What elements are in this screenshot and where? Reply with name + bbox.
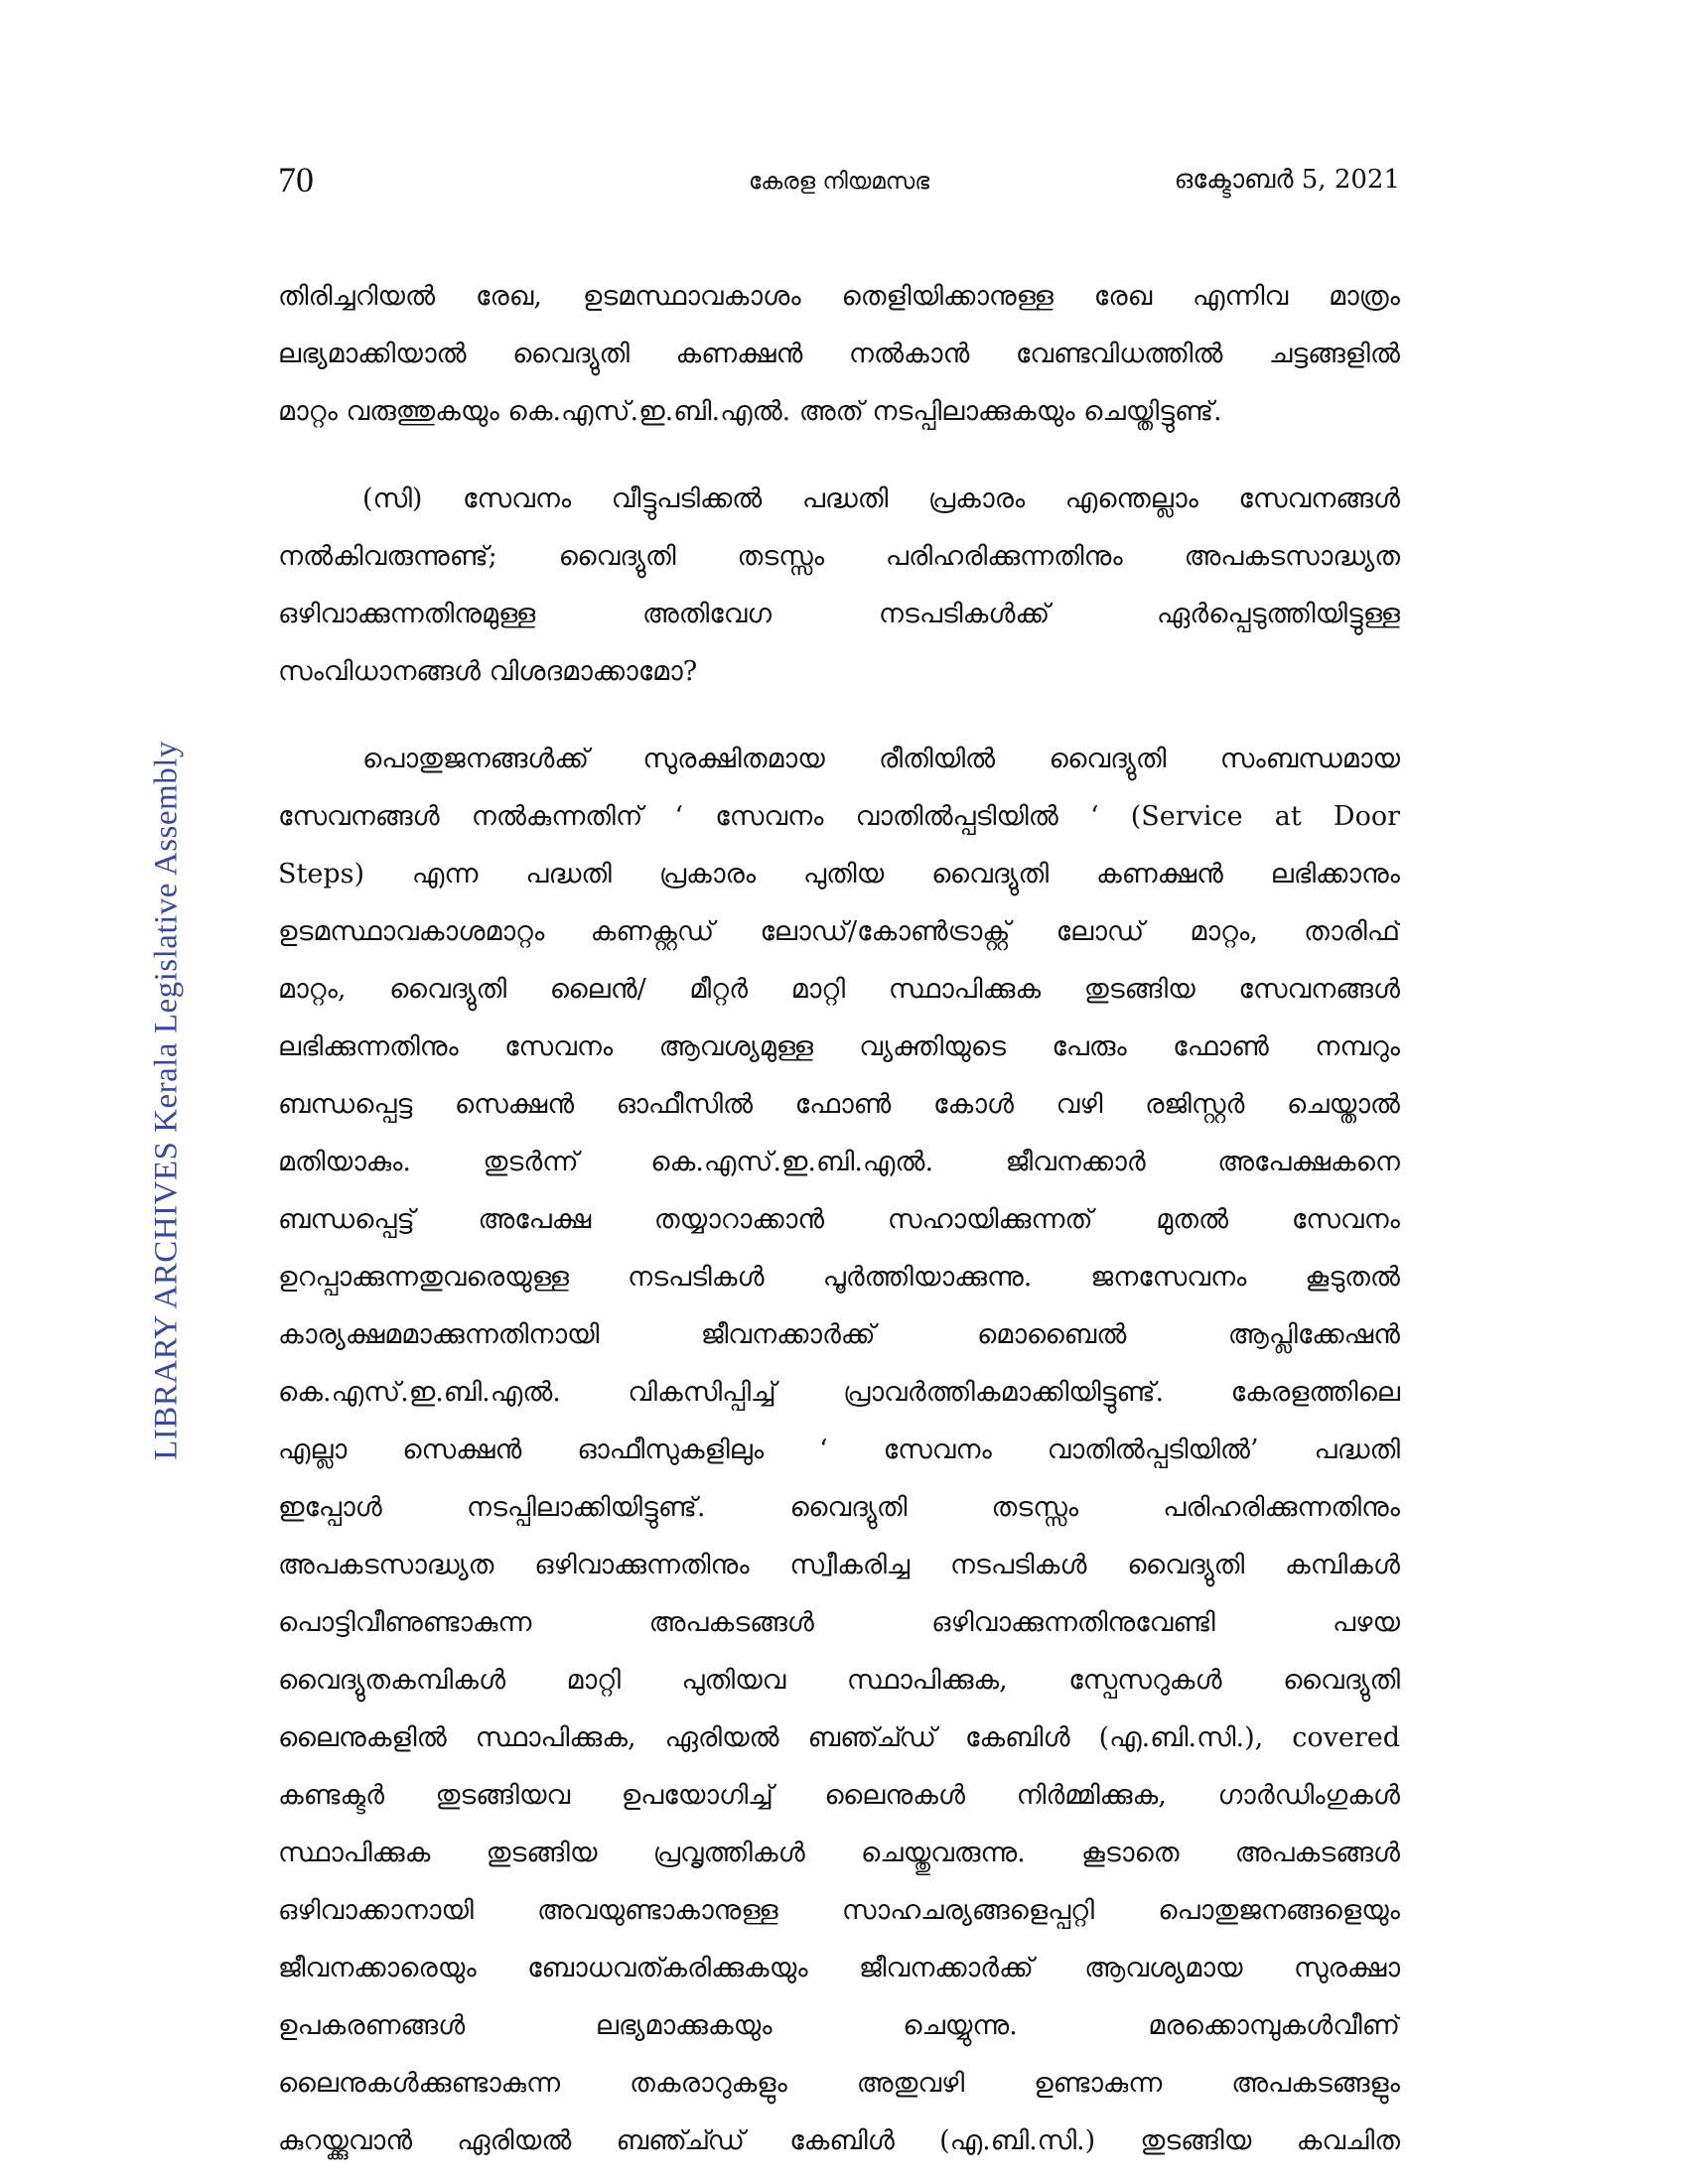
side-watermark: LIBRARY ARCHIVES Kerala Legislative Assembly [148,741,185,1460]
text-line: സ്ഥാപിക്കുക തുടങ്ങിയ പ്രവൃത്തികൾ ചെയ്തുവരുന്നു. കൂടാതെ അപകടങ്ങൾ [278,1838,1400,1868]
text-line: മതിയാകും. തുടർന്ന് കെ.എസ്.ഇ.ബി.എൽ. ജീവനക്കാർ അപേക്ഷകനെ [278,1147,1400,1177]
text-line: അപകടസാദ്ധ്യത ഒഴിവാക്കുന്നതിനും സ്വീകരിച്ച നടപടികൾ വൈദ്യുതി കമ്പികൾ [278,1550,1400,1580]
text-line: സേവനങ്ങൾ നൽകുന്നതിന് ‘ സേവനം വാതിൽപ്പടിയിൽ ‘ (Service at Door [278,801,1400,832]
page-header [278,159,1400,208]
header-date: ഒക്ടോബർ 5, 2021 [1174,165,1400,195]
text-line: നൽകിവരുന്നുണ്ട്; വൈദ്യുതി തടസ്സം പരിഹരിക്കുന്നതിനും അപകടസാദ്ധ്യത [278,541,1400,572]
paragraph [278,268,1400,441]
text-line: ലൈനുകൾക്കുണ്ടാകുന്ന തകരാറുകളും അതുവഴി ഉണ്ടാകുന്ന അപകടങ്ങളും [278,2068,1400,2099]
text-line: Steps) എന്ന പദ്ധതി പ്രകാരം പുതിയ വൈദ്യുതി കണക്ഷൻ ലഭിക്കാനും [278,859,1400,889]
text-line: പൊട്ടിവീണുണ്ടാകുന്ന അപകടങ്ങൾ ഒഴിവാക്കുന്നതിനുവേണ്ടി പഴയ [278,1607,1400,1638]
document-body [278,268,1400,2170]
text-line: (സി) സേവനം വീട്ടുപടിക്കൽ പദ്ധതി പ്രകാരം എന്തെല്ലാം സേവനങ്ങൾ [362,483,1400,514]
text-line: പൊതുജനങ്ങൾക്ക് സുരക്ഷിതമായ രീതിയിൽ വൈദ്യുതി സംബന്ധമായ [362,744,1400,774]
page-number: 70 [278,160,314,200]
text-line: സംവിധാനങ്ങൾ വിശദമാക്കാമോ? [278,656,698,687]
text-line: കണ്ടക്ടർ തുടങ്ങിയവ ഉപയോഗിച്ച് ലൈനുകൾ നിർമ്മിക്കുക, ഗാർഡിംഗുകൾ [278,1780,1400,1811]
text-line: ഉപകരണങ്ങൾ ലഭ്യമാക്കുകയും ചെയ്യുന്നു. മരക്കൊമ്പുകൾവീണ് [278,2010,1400,2041]
text-line: ഇപ്പോൾ നടപ്പിലാക്കിയിട്ടുണ്ട്. വൈദ്യുതി തടസ്സം പരിഹരിക്കുന്നതിനും [278,1492,1400,1523]
text-line: കെ.എസ്.ഇ.ബി.എൽ. വികസിപ്പിച്ച് പ്രാവർത്തികമാക്കിയിട്ടുണ്ട്. കേരളത്തിലെ [278,1377,1400,1408]
text-line: ഉറപ്പാക്കുന്നതുവരെയുള്ള നടപടികൾ പൂർത്തിയാക്കുന്നു. ജനസേവനം കൂടുതൽ [278,1262,1400,1293]
paragraph [278,471,1400,701]
text-line: മാറ്റം, വൈദ്യുതി ലൈൻ/ മീറ്റർ മാറ്റി സ്ഥാപിക്കുക തുടങ്ങിയ സേവനങ്ങൾ [278,974,1400,1005]
text-line: വൈദ്യുതകമ്പികൾ മാറ്റി പുതിയവ സ്ഥാപിക്കുക, സ്പേസറുകൾ വൈദ്യുതി [278,1665,1400,1696]
text-line: ബന്ധപ്പെട്ട് അപേക്ഷ തയ്യാറാക്കാൻ സഹായിക്കുന്നത് മുതൽ സേവനം [278,1204,1400,1235]
paragraph [278,731,1400,2170]
text-line: എല്ലാ സെക്ഷൻ ഓഫീസുകളിലും ‘ സേവനം വാതിൽപ്പടിയിൽ’ പദ്ധതി [278,1434,1400,1465]
text-line: ബന്ധപ്പെട്ട സെക്ഷൻ ഓഫീസിൽ ഫോൺ കോൾ വഴി രജിസ്റ്റർ ചെയ്താൽ [278,1089,1400,1120]
text-line: തിരിച്ചറിയൽ രേഖ, ഉടമസ്ഥാവകാശം തെളിയിക്കാനുള്ള രേഖ എന്നിവ മാത്രം [278,281,1400,312]
text-line: മാറ്റം വരുത്തുകയും കെ.എസ്.ഇ.ബി.എൽ. അത് നടപ്പിലാക്കുകയും ചെയ്തിട്ടുണ്ട്. [278,396,1222,427]
assembly-name: കേരള നിയമസഭ [748,169,930,195]
text-line: ഉടമസ്ഥാവകാശമാറ്റം കണക്റ്റഡ് ലോഡ്/കോൺട്രാക്റ്റ് ലോഡ് മാറ്റം, താരിഫ് [278,916,1400,947]
text-line: ജീവനക്കാരെയും ബോധവത്കരിക്കുകയും ജീവനക്കാർക്ക് ആവശ്യമായ സുരക്ഷാ [278,1953,1400,1983]
text-line: ഒഴിവാക്കാനായി അവയുണ്ടാകാനുള്ള സാഹചര്യങ്ങളെപ്പറ്റി പൊതുജനങ്ങളെയും [278,1895,1400,1926]
text-line: കുറയ്ക്കുവാൻ ഏരിയൽ ബഞ്ച്ഡ് കേബിൾ (എ.ബി.സി.) തുടങ്ങിയ കവചിത [278,2125,1400,2156]
text-line: ലഭിക്കുന്നതിനും സേവനം ആവശ്യമുള്ള വ്യക്തിയുടെ പേരും ഫോൺ നമ്പറും [278,1031,1400,1062]
text-line: ഒഴിവാക്കുന്നതിനുമുള്ള അതിവേഗ നടപടികൾക്ക് ഏർപ്പെടുത്തിയിട്ടുള്ള [278,599,1400,629]
text-line: ലഭ്യമാക്കിയാൽ വൈദ്യുതി കണക്ഷൻ നൽകാൻ വേണ്ടവിധത്തിൽ ചട്ടങ്ങളിൽ [278,339,1400,369]
text-line: കാര്യക്ഷമമാക്കുന്നതിനായി ജീവനക്കാർക്ക് മൊബൈൽ ആപ്ലിക്കേഷൻ [278,1319,1400,1350]
text-line: ലൈനുകളിൽ സ്ഥാപിക്കുക, ഏരിയൽ ബഞ്ച്ഡ് കേബിൾ (എ.ബി.സി.), covered [278,1722,1400,1753]
